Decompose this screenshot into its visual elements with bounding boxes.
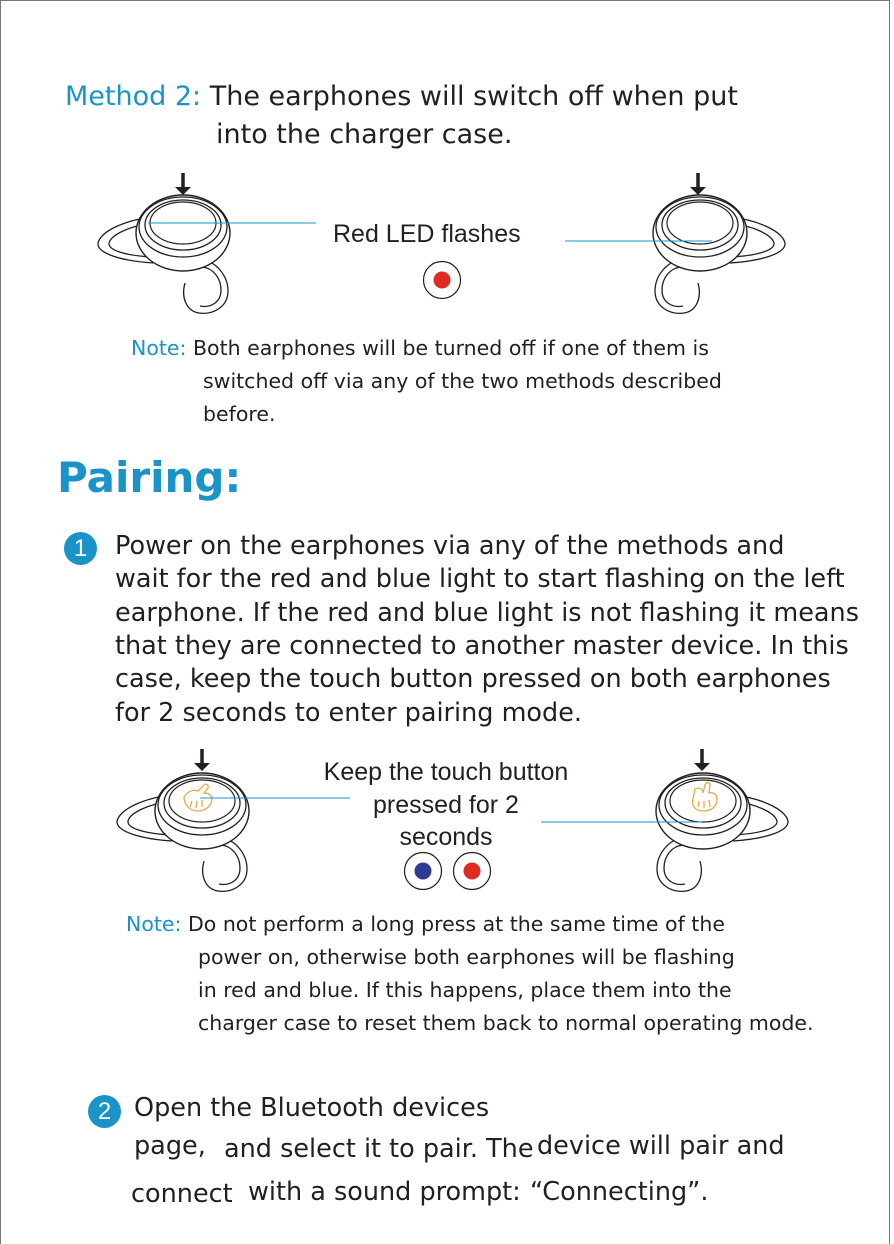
step1-line3: earphone. If the red and blue light is not flashing it means bbox=[115, 598, 860, 628]
red-led-indicator-2 bbox=[452, 851, 492, 891]
step1-line2: wait for the red and blue light to start flashing on the left bbox=[115, 564, 845, 594]
diagram1-caption: Red LED flashes bbox=[333, 220, 521, 248]
step2-line3b: with a sound prompt: bbox=[248, 1177, 521, 1207]
step2-line2a: page, bbox=[134, 1131, 206, 1161]
note1-line2: switched off via any of the two methods described bbox=[203, 369, 722, 393]
method2-text1: The earphones will switch off when put bbox=[209, 81, 738, 112]
step2-line1: Open the Bluetooth devices bbox=[134, 1093, 490, 1123]
step2-line3a: connect bbox=[131, 1179, 233, 1209]
blue-led-indicator bbox=[403, 851, 443, 891]
step2-line3c: “Connecting”. bbox=[530, 1177, 709, 1207]
diagram2-caption-line3: seconds bbox=[399, 823, 493, 851]
step2-line2c: device will pair and bbox=[537, 1131, 785, 1161]
step1-line5: case, keep the touch button pressed on both earphones bbox=[115, 664, 831, 694]
method2-label: Method 2: bbox=[65, 81, 202, 112]
step1-line6: for 2 seconds to enter pairing mode. bbox=[115, 698, 583, 728]
diagram2-caption-line1: Keep the touch button bbox=[323, 758, 569, 786]
pairing-heading: Pairing: bbox=[57, 453, 242, 502]
note2-label: Note: bbox=[126, 912, 182, 936]
step1-badge: 1 bbox=[64, 532, 97, 565]
note1-line3: before. bbox=[203, 402, 276, 426]
diagram2-caption-line2: pressed for 2 bbox=[373, 790, 519, 819]
step1-line4: that they are connected to another master device. In this bbox=[115, 631, 849, 661]
note2-line3: in red and blue. If this happens, place them into the bbox=[198, 978, 732, 1002]
method2-line2: into the charger case. bbox=[216, 119, 513, 150]
note2-line2: power on, otherwise both earphones will be flashing bbox=[198, 945, 735, 969]
note1-text1: Both earphones will be turned off if one of them is bbox=[192, 336, 709, 360]
step1-line1: Power on the earphones via any of the methods and bbox=[115, 531, 785, 561]
note2-line4: charger case to reset them back to normal operating mode. bbox=[198, 1011, 814, 1035]
step2-badge: 2 bbox=[88, 1095, 121, 1128]
note2-text1: Do not perform a long press at the same time of the bbox=[187, 912, 725, 936]
diagram2-caption bbox=[290, 756, 602, 854]
step2-line2b: and select it to pair. The bbox=[224, 1134, 534, 1164]
note1-label: Note: bbox=[131, 336, 187, 360]
note2-line1 bbox=[126, 908, 725, 941]
